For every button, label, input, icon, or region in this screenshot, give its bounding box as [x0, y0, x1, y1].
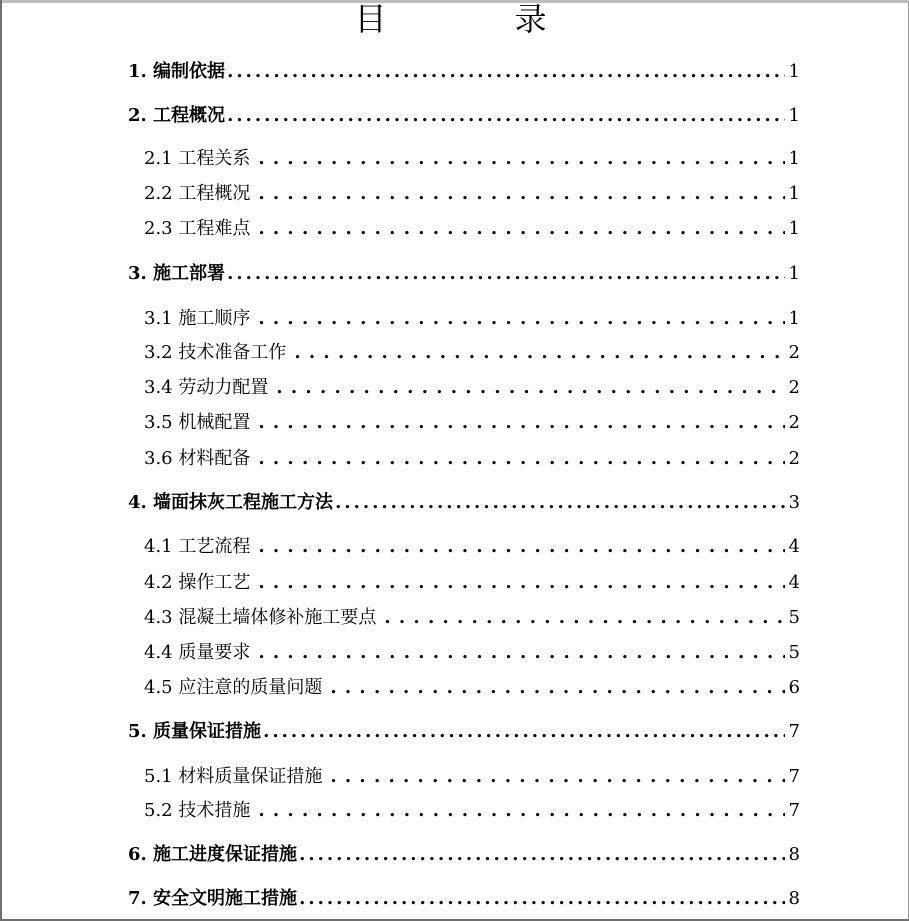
toc-entry-label: 3.4 劳动力配置 — [144, 377, 269, 398]
toc-entry-page: 7 — [788, 800, 800, 821]
toc-entry-label: 5. 质量保证措施 — [128, 721, 262, 742]
toc-entry-label: 6. 施工进度保证措施 — [128, 844, 298, 865]
toc-entry-label: 2.1 工程关系 — [144, 148, 251, 169]
toc-entry-page: 8 — [788, 888, 800, 909]
toc-entry-label: 4.3 混凝土墙体修补施工要点 — [144, 607, 377, 628]
toc-entry-page: 2 — [788, 448, 800, 469]
toc-entry-label: 4.4 质量要求 — [144, 642, 251, 663]
toc-entry-page: 5 — [788, 642, 800, 663]
toc-entry-label: 3.1 施工顺序 — [144, 308, 251, 329]
toc-subentry[interactable] — [128, 641, 800, 665]
toc-leader-dots — [335, 491, 784, 515]
toc-subentry[interactable] — [128, 182, 800, 206]
toc-entry-page: 6 — [788, 677, 800, 698]
toc-subentry[interactable] — [128, 535, 800, 559]
toc-entry[interactable] — [128, 104, 800, 128]
toc-subentry[interactable] — [128, 217, 800, 241]
toc-entry[interactable] — [128, 262, 800, 286]
toc-entry-page: 4 — [788, 572, 800, 593]
toc-entry-page: 1 — [788, 183, 800, 204]
toc-subentry[interactable] — [128, 147, 800, 171]
toc-entry-label: 3.6 材料配备 — [144, 448, 251, 469]
toc-entry-page: 2 — [788, 412, 800, 433]
toc-entry-label: 7. 安全文明施工措施 — [128, 888, 298, 909]
toc-subentry[interactable] — [128, 571, 800, 595]
toc-entry-label: 1. 编制依据 — [128, 61, 226, 82]
toc-subentry[interactable] — [128, 341, 800, 365]
toc-leader-dots — [276, 376, 784, 400]
toc-leader-dots — [384, 606, 784, 630]
toc-leader-dots — [258, 217, 784, 241]
toc-entry-label: 4.1 工艺流程 — [144, 536, 251, 557]
toc-entry-page: 1 — [788, 218, 800, 239]
toc-entry-label: 2.3 工程难点 — [144, 218, 251, 239]
toc-entry-page: 1 — [788, 61, 800, 82]
toc-entry-page: 2 — [788, 342, 800, 363]
toc-entry-page: 8 — [788, 844, 800, 865]
toc-subentry[interactable] — [128, 676, 800, 700]
toc-leader-dots — [258, 147, 784, 171]
toc-entry-page: 1 — [788, 105, 800, 126]
toc-entry-label: 4.5 应注意的质量问题 — [144, 677, 323, 698]
toc-entry-page: 1 — [788, 263, 800, 284]
toc-leader-dots — [258, 447, 784, 471]
toc-leader-dots — [258, 535, 784, 559]
toc-subentry[interactable] — [128, 447, 800, 471]
left-border — [0, 0, 2, 921]
toc-leader-dots — [258, 571, 784, 595]
toc-entry-label: 4. 墙面抹灰工程施工方法 — [128, 492, 334, 513]
toc-entry-page: 1 — [788, 308, 800, 329]
toc-title: 目 录 — [354, 0, 595, 38]
toc-entry-page: 7 — [788, 721, 800, 742]
toc-entry-label: 4.2 操作工艺 — [144, 572, 251, 593]
toc-entry-label: 3.5 机械配置 — [144, 412, 251, 433]
toc-entry-page: 1 — [788, 148, 800, 169]
toc-leader-dots — [258, 641, 784, 665]
toc-leader-dots — [258, 182, 784, 206]
toc-entry-label: 5.2 技术措施 — [144, 800, 251, 821]
toc-leader-dots — [299, 887, 784, 911]
toc-leader-dots — [258, 799, 784, 823]
toc-entry[interactable] — [128, 720, 800, 744]
toc-entry-label: 3. 施工部署 — [128, 263, 226, 284]
toc-entry-page: 3 — [788, 492, 800, 513]
toc-leader-dots — [227, 60, 784, 84]
toc-subentry[interactable] — [128, 765, 800, 789]
toc-entry-label: 2. 工程概况 — [128, 105, 226, 126]
toc-leader-dots — [294, 341, 784, 365]
toc-leader-dots — [330, 765, 784, 789]
toc-entry[interactable] — [128, 491, 800, 515]
toc-subentry[interactable] — [128, 307, 800, 331]
toc-subentry[interactable] — [128, 376, 800, 400]
toc-subentry[interactable] — [128, 411, 800, 435]
toc-entry-page: 4 — [788, 536, 800, 557]
toc-leader-dots — [258, 307, 784, 331]
toc-entry-page: 5 — [788, 607, 800, 628]
toc-entry-label: 5.1 材料质量保证措施 — [144, 766, 323, 787]
toc-leader-dots — [299, 843, 784, 867]
toc-entry[interactable] — [128, 60, 800, 84]
toc-leader-dots — [330, 676, 784, 700]
toc-entry-page: 7 — [788, 766, 800, 787]
toc-leader-dots — [227, 262, 784, 286]
toc-entry-label: 2.2 工程概况 — [144, 183, 251, 204]
toc-entry-page: 2 — [788, 377, 800, 398]
toc-leader-dots — [258, 411, 784, 435]
toc-leader-dots — [263, 720, 784, 744]
toc-entry[interactable] — [128, 887, 800, 911]
toc-entry[interactable] — [128, 843, 800, 867]
toc-leader-dots — [227, 104, 784, 128]
toc-subentry[interactable] — [128, 606, 800, 630]
toc-entry-label: 3.2 技术准备工作 — [144, 342, 287, 363]
toc-subentry[interactable] — [128, 799, 800, 823]
